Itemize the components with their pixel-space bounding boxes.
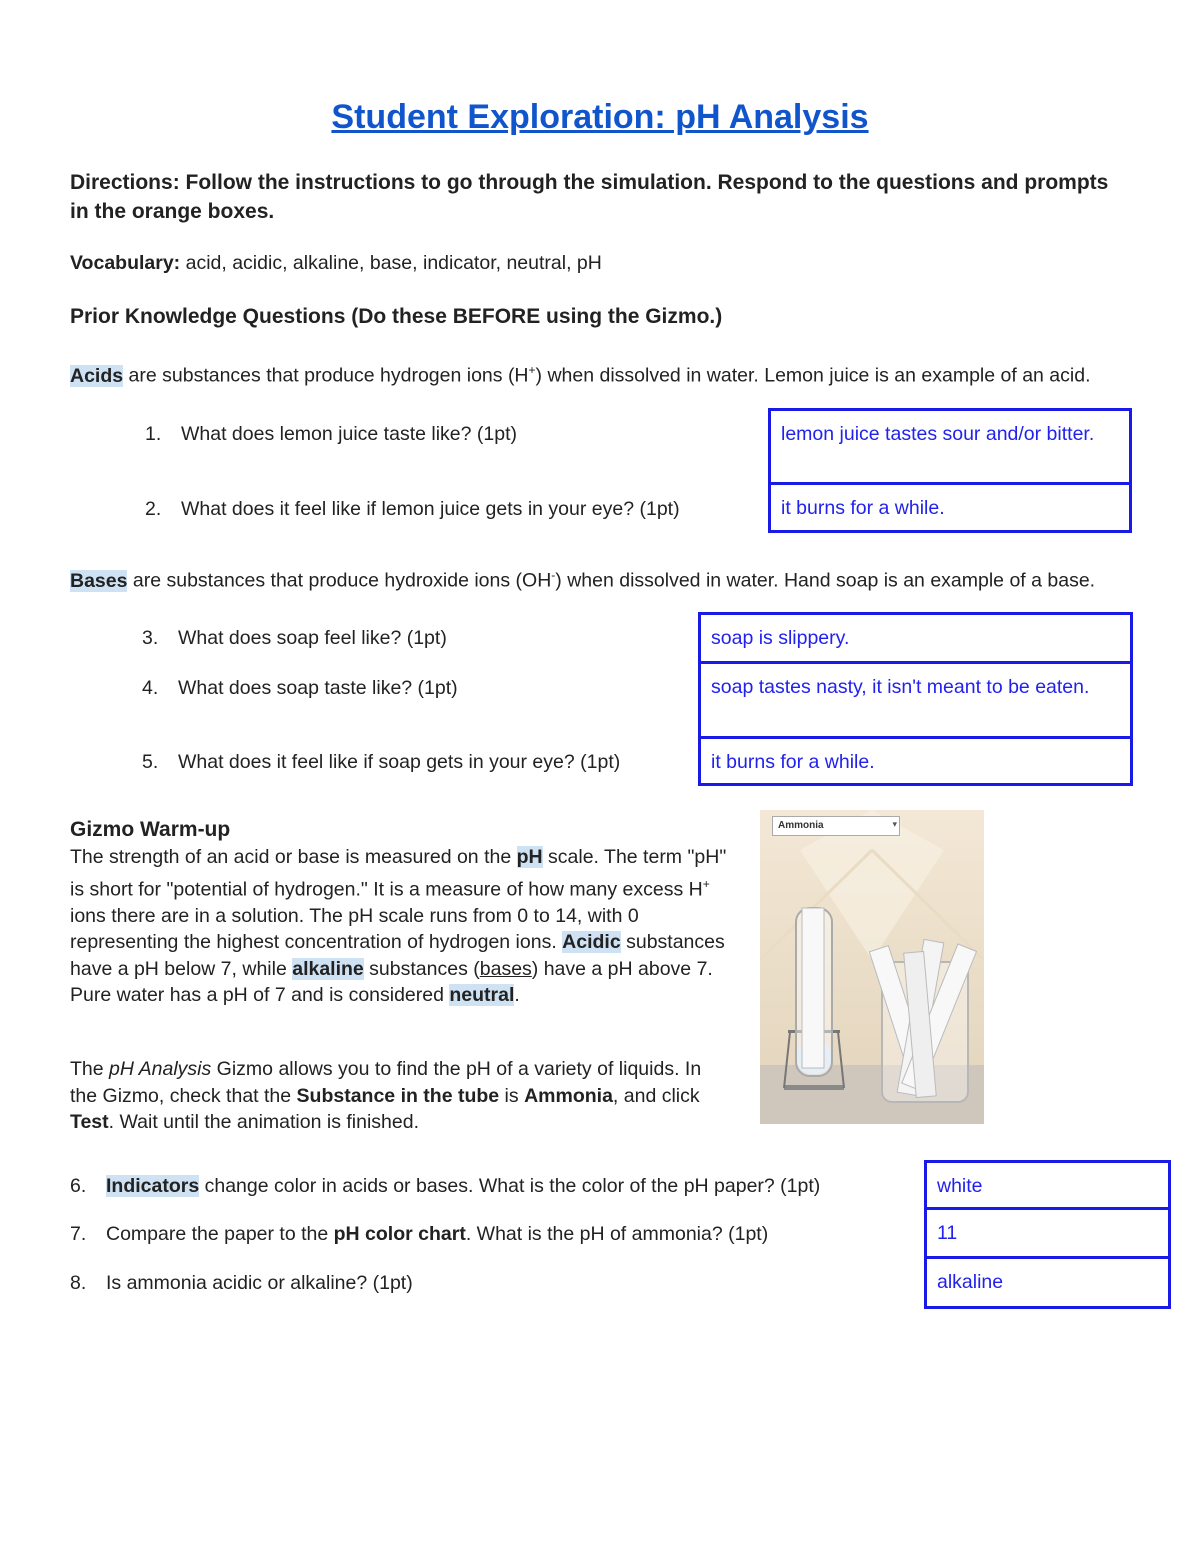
answer-box-6[interactable]: white	[924, 1160, 1171, 1210]
answer-box-7[interactable]: 11	[924, 1207, 1171, 1259]
indicators-term: Indicators	[106, 1175, 200, 1197]
chevron-down-icon: ▾	[892, 819, 897, 829]
acids-paragraph: Acids are substances that produce hydrogen ions (H+) when dissolved in water. Lemon juice is an example of an acid.	[70, 363, 1091, 387]
gizmo-illustration	[760, 810, 984, 1124]
question-7: 7. Compare the paper to the pH color chart. What is the pH of ammonia? (1pt)	[70, 1223, 769, 1245]
warmup-heading: Gizmo Warm-up	[70, 818, 231, 841]
gizmo-screenshot	[760, 810, 984, 1124]
answer-box-2[interactable]: it burns for a while.	[768, 482, 1132, 533]
question-8: 8. Is ammonia acidic or alkaline? (1pt)	[70, 1272, 413, 1294]
answer-box-1[interactable]: lemon juice tastes sour and/or bitter.	[768, 408, 1132, 485]
question-2: 2. What does it feel like if lemon juice gets in your eye? (1pt)	[145, 498, 680, 520]
acids-term: Acids	[70, 364, 124, 387]
question-3: 3. What does soap feel like? (1pt)	[142, 627, 447, 649]
answer-box-5[interactable]: it burns for a while.	[698, 736, 1133, 786]
prior-knowledge-heading: Prior Knowledge Questions (Do these BEFORE using the Gizmo.)	[70, 305, 723, 328]
answer-box-3[interactable]: soap is slippery.	[698, 612, 1133, 664]
answer-box-4[interactable]: soap tastes nasty, it isn't meant to be eaten.	[698, 661, 1133, 739]
warmup-paragraph-2: The pH Analysis Gizmo allows you to find the pH of a variety of liquids. In the Gizmo, check that the Substance in the tube is Ammonia, and click Test. Wait until the animation is finished.	[70, 1058, 702, 1133]
vocabulary	[70, 250, 1130, 277]
question-5: 5. What does it feel like if soap gets in your eye? (1pt)	[142, 751, 621, 773]
directions: Directions: Follow the instructions to go through the simulation. Respond to the questions and prompts in the orange boxes.	[70, 171, 1109, 223]
substance-dropdown-value: Ammonia	[778, 820, 824, 831]
bases-term: Bases	[70, 569, 128, 592]
question-6: 6. Indicators change color in acids or bases. What is the color of the pH paper? (1pt)	[70, 1175, 821, 1197]
ph-term: pH	[516, 846, 543, 868]
question-1: 1. What does lemon juice taste like? (1pt)	[145, 423, 517, 445]
question-4: 4. What does soap taste like? (1pt)	[142, 677, 458, 699]
vocabulary-terms: acid, acidic, alkaline, base, indicator, neutral, pH	[180, 252, 602, 274]
bases-underlined: bases	[479, 957, 532, 980]
substance-dropdown[interactable]	[772, 816, 900, 836]
acidic-term: Acidic	[562, 931, 621, 953]
neutral-term: neutral	[449, 984, 515, 1006]
answer-box-8[interactable]: alkaline	[924, 1256, 1171, 1309]
bases-paragraph: Bases are substances that produce hydroxide ions (OH-) when dissolved in water. Hand soap is an example of a base.	[70, 568, 1096, 592]
alkaline-term: alkaline	[292, 957, 364, 980]
vocabulary-label: Vocabulary:	[70, 252, 181, 274]
page-title: Student Exploration: pH Analysis	[331, 98, 869, 136]
warmup-paragraph-1: The strength of an acid or base is measured on the pH scale. The term "pH" is short for "potential of hydrogen." It is a measure of how many excess H+ ions there are in a solution. The pH scale runs from 0 to 14, with 0 representing the highest concentration of hydrogen ions. Acidic substances have a pH below 7, while alkaline substances (bases) have a pH above 7. Pure water has a pH of 7 and is considered neutral.	[70, 846, 727, 1006]
